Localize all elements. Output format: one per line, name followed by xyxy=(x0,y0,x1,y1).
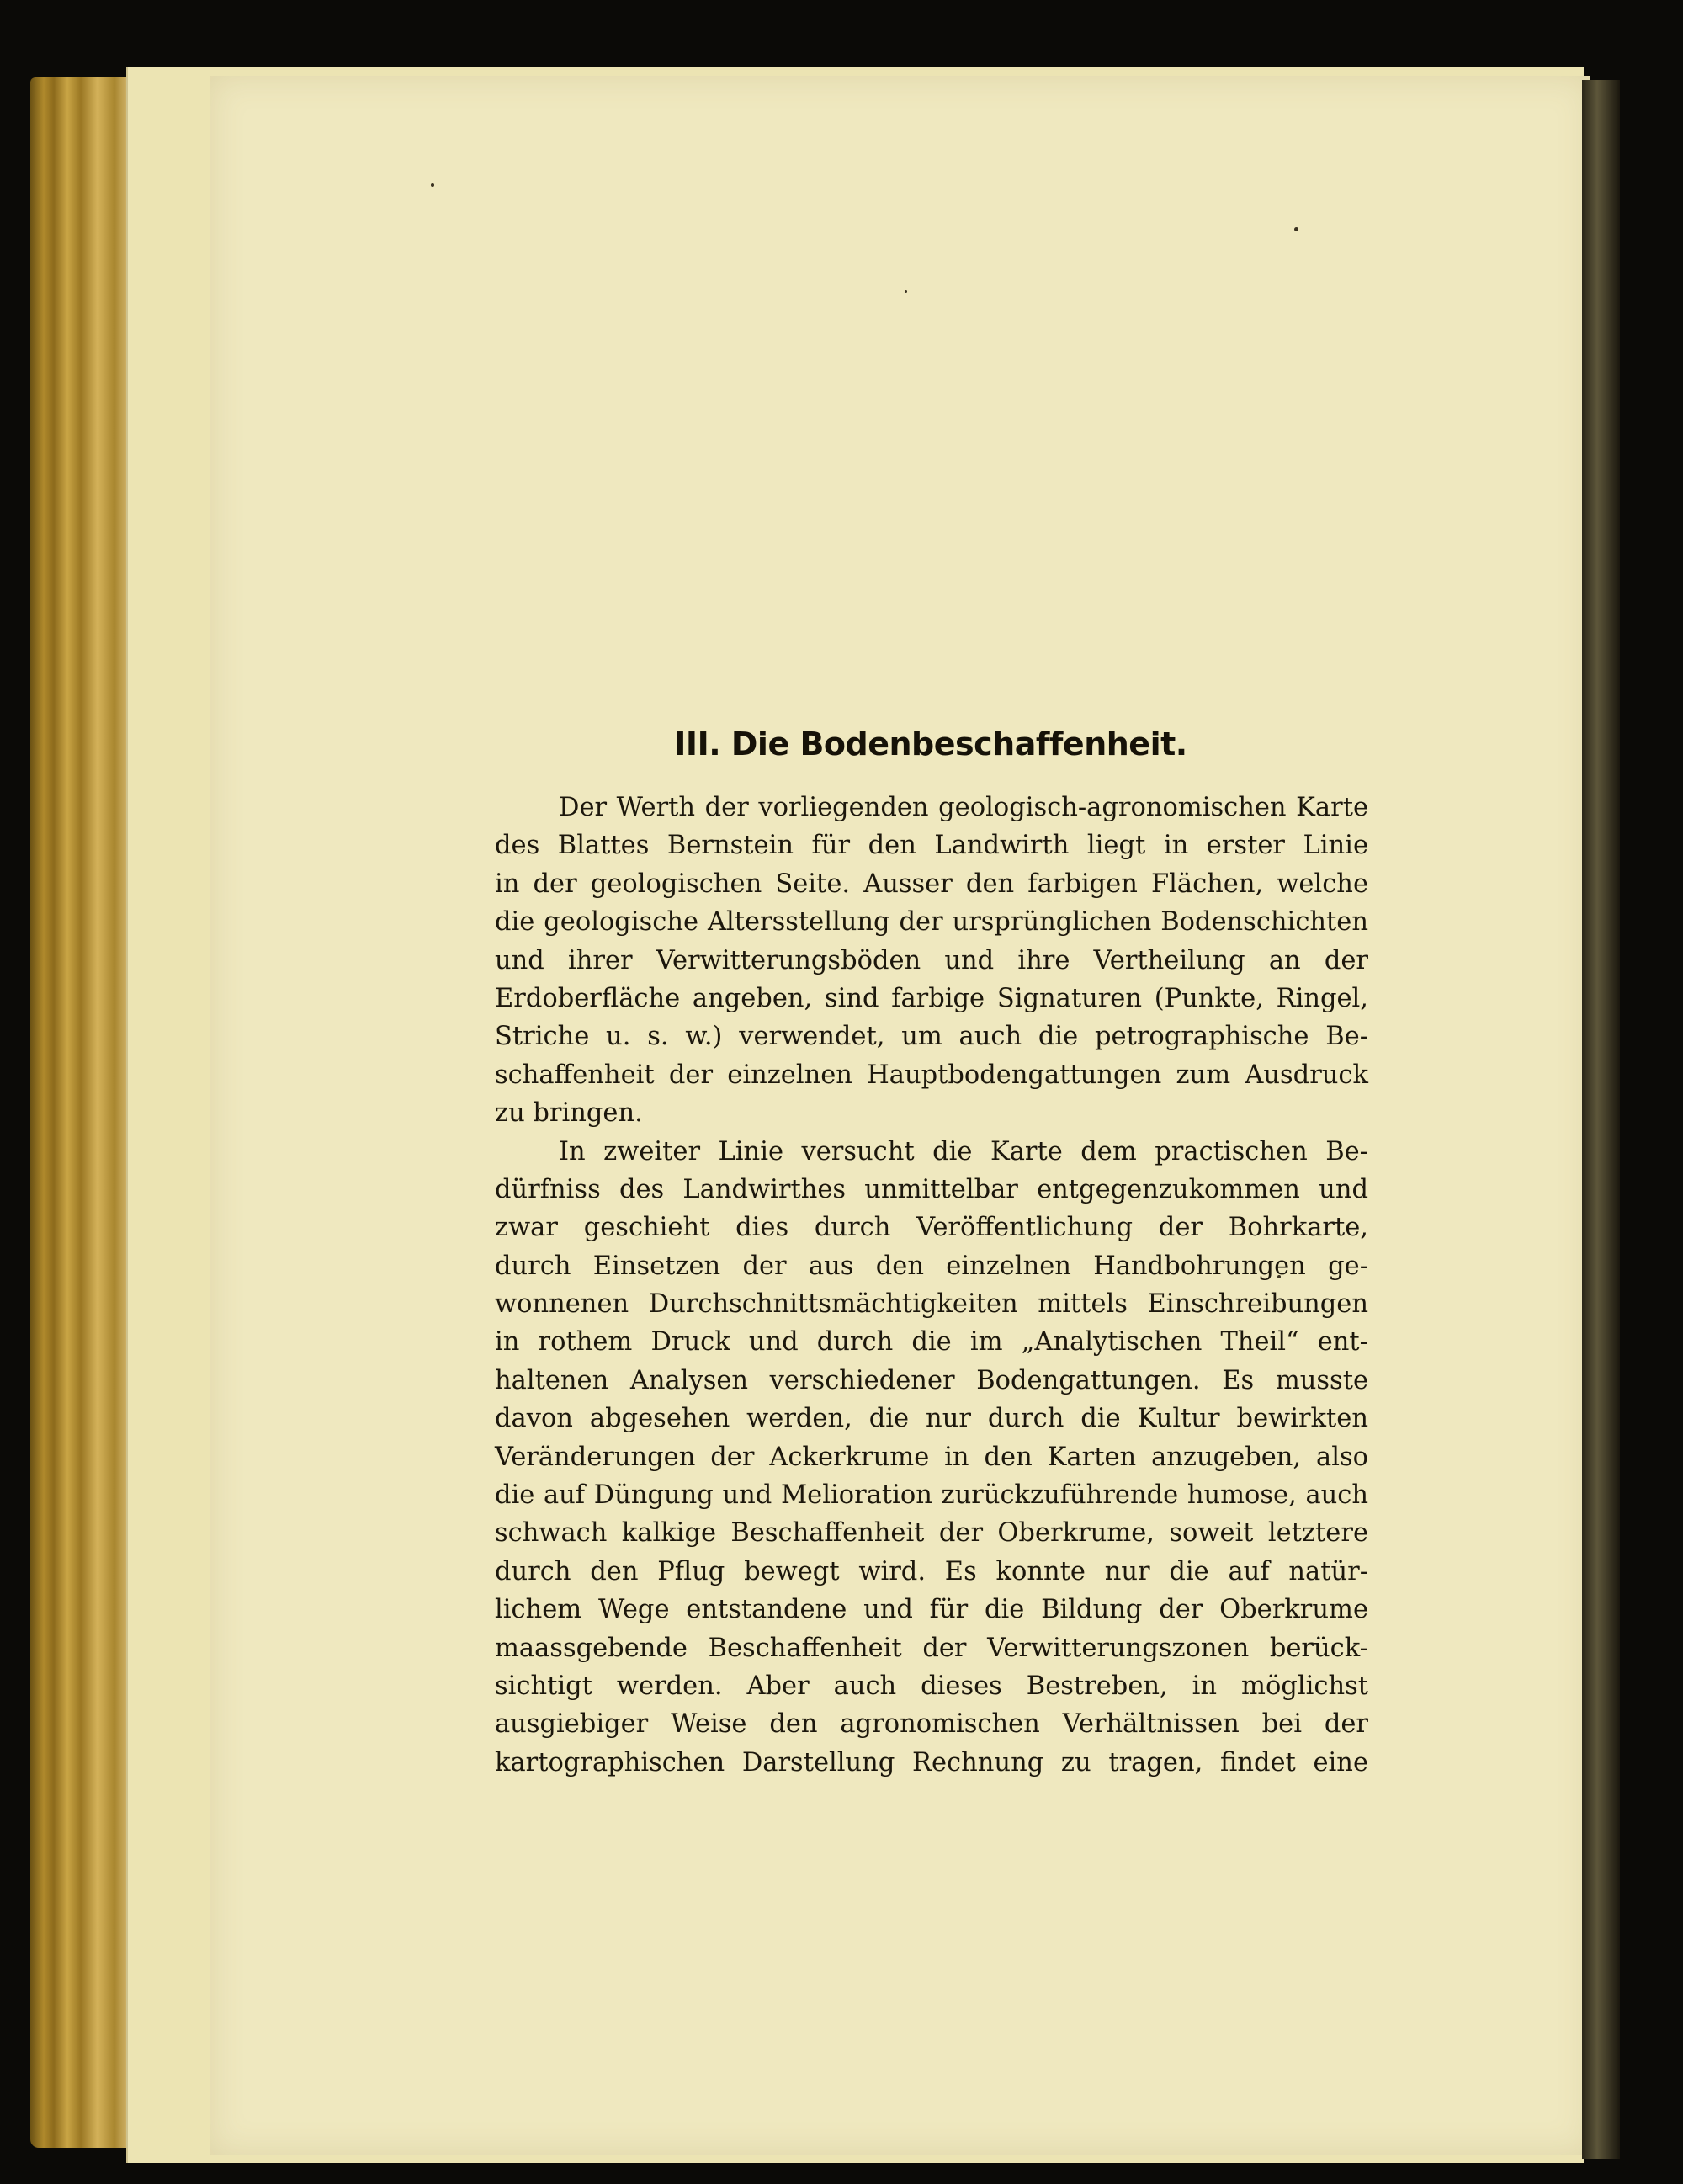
text-line: wonnenen Durchschnittsmächtigkeiten mittels Einschreibungen xyxy=(495,1289,1368,1320)
text-line: zu bringen. xyxy=(495,1098,643,1129)
text-line: Erdoberfläche angeben, sind farbige Signaturen (Punkte, Ringel, xyxy=(495,983,1368,1013)
text-line: des Blattes Bernstein für den Landwirth liegt in erster Linie xyxy=(495,831,1368,861)
text-line: Veränderungen der Ackerkrume in den Karten anzugeben, also xyxy=(495,1442,1368,1472)
text-line: haltenen Analysen verschiedener Bodengattungen. Es musste xyxy=(495,1365,1368,1395)
text-line: maassgebende Beschaffenheit der Verwitterungszonen berück- xyxy=(495,1633,1368,1663)
text-line: davon abgesehen werden, die nur durch die Kultur bewirkten xyxy=(495,1404,1368,1434)
text-line: sichtigt werden. Aber auch dieses Bestreben, in möglichst xyxy=(495,1671,1368,1701)
text-line: durch Einsetzen der aus den einzelnen Handbohrungen ge- xyxy=(495,1251,1368,1281)
paragraph-2 xyxy=(495,1133,1368,1783)
text-line: schaffenheit der einzelnen Hauptbodengattungen zum Ausdruck xyxy=(495,1060,1368,1090)
section-heading: III. Die Bodenbeschaffenheit. xyxy=(674,725,1187,763)
text-line: und ihrer Verwitterungsböden und ihre Vertheilung an der xyxy=(495,945,1368,975)
text-line: Striche u. s. w.) verwendet, um auch die petrographische Be- xyxy=(495,1022,1368,1052)
text-line: In zweiter Linie versucht die Karte dem practischen Be- xyxy=(559,1136,1368,1166)
text-line: ausgiebiger Weise den agronomischen Verhältnissen bei der xyxy=(495,1709,1368,1740)
text-line: zwar geschieht dies durch Veröffentlichung der Bohrkarte, xyxy=(495,1213,1368,1243)
text-line: kartographischen Darstellung Rechnung zu tragen, findet eine xyxy=(495,1747,1368,1777)
paper-speck xyxy=(1294,227,1298,231)
book-gutter-shadow xyxy=(1582,80,1620,2159)
text-line: in rothem Druck und durch die im „Analytischen Theil“ ent- xyxy=(495,1327,1368,1358)
text-line: lichem Wege entstandene und für die Bildung der Oberkrume xyxy=(495,1595,1368,1625)
body-text xyxy=(495,789,1368,1782)
paragraph-1 xyxy=(495,789,1368,1133)
paper-speck xyxy=(431,183,434,187)
text-line: die auf Düngung und Melioration zurückzuführende humose, auch xyxy=(495,1480,1368,1511)
paper-speck xyxy=(905,290,907,293)
text-line: dürfniss des Landwirthes unmittelbar entgegenzukommen und xyxy=(495,1174,1368,1204)
text-line: die geologische Altersstellung der ursprünglichen Bodenschichten xyxy=(495,907,1368,938)
text-line: in der geologischen Seite. Ausser den farbigen Flächen, welche xyxy=(495,869,1368,899)
text-line: durch den Pflug bewegt wird. Es konnte nur die auf natür- xyxy=(495,1556,1368,1586)
text-line: schwach kalkige Beschaffenheit der Oberkrume, soweit letztere xyxy=(495,1518,1368,1549)
text-line: Der Werth der vorliegenden geologisch-agronomischen Karte xyxy=(559,793,1368,822)
